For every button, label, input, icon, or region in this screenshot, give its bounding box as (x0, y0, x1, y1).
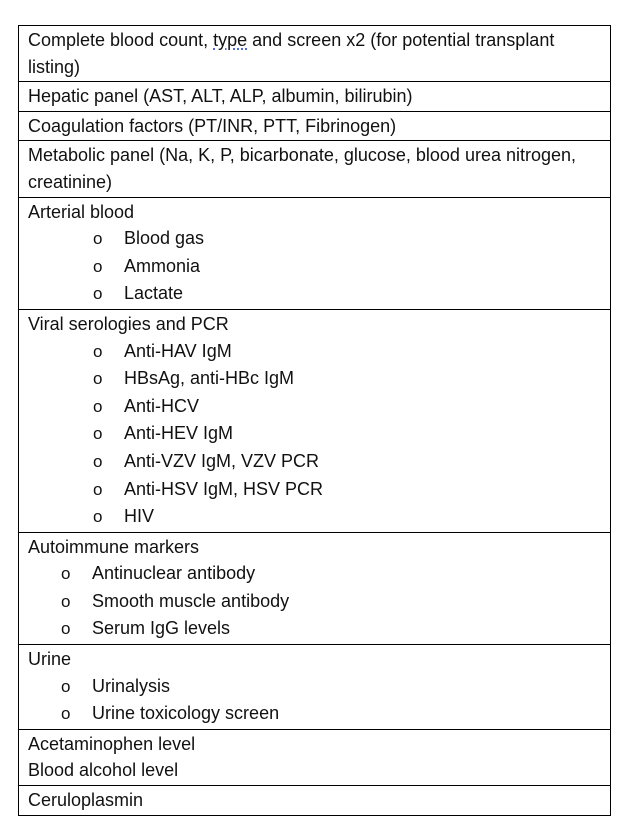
list-item (28, 338, 601, 366)
table-cell (19, 197, 611, 309)
spellcheck-underline: type (213, 30, 248, 50)
cell-text: Autoimmune markers (28, 536, 200, 557)
hollow-circle-bullet-icon: o (93, 479, 103, 499)
cell-text: Urine (28, 649, 72, 670)
list-item-text: Anti-HCV (124, 395, 200, 416)
list-item-text: HBsAg, anti-HBc IgM (124, 368, 295, 389)
hollow-circle-bullet-icon: o (61, 564, 71, 584)
list-item (28, 448, 601, 476)
hollow-circle-bullet-icon: o (93, 369, 103, 389)
list-item-text: HIV (124, 506, 155, 527)
cell-text: Blood alcohol level (28, 760, 179, 781)
cell-text: Viral serologies and PCR (28, 313, 229, 334)
list-item-text: Smooth muscle antibody (92, 590, 290, 611)
list-item (28, 253, 601, 281)
hollow-circle-bullet-icon: o (93, 284, 103, 304)
cell-text: Complete blood count, type and screen x2 (for potential transplant listing) (28, 30, 555, 77)
list-item (28, 420, 601, 448)
list-item (28, 588, 601, 616)
table-cell (19, 26, 611, 82)
hollow-circle-bullet-icon: o (93, 396, 103, 416)
table-row (19, 645, 611, 730)
table-row (19, 309, 611, 532)
hollow-circle-bullet-icon: o (93, 256, 103, 276)
list-item-text: Blood gas (124, 228, 205, 249)
table-cell (19, 645, 611, 730)
cell-text: Metabolic panel (Na, K, P, bicarbonate, glucose, blood urea nitrogen, creatinine) (28, 145, 577, 192)
list-item (28, 393, 601, 421)
list-item-text: Anti-HAV IgM (124, 340, 232, 361)
table-row (19, 26, 611, 82)
cell-text: Acetaminophen level (28, 733, 196, 754)
cell-text: Arterial blood (28, 201, 135, 222)
bullet-list (28, 560, 601, 643)
list-item-text: Anti-HSV IgM, HSV PCR (124, 478, 324, 499)
cell-text: Ceruloplasmin (28, 790, 144, 811)
table-row (19, 82, 611, 112)
hollow-circle-bullet-icon: o (93, 507, 103, 527)
table-cell (19, 82, 611, 112)
list-item (28, 280, 601, 308)
table-row (19, 729, 611, 785)
cell-text: Hepatic panel (AST, ALT, ALP, albumin, bilirubin) (28, 86, 413, 107)
list-item (28, 476, 601, 504)
hollow-circle-bullet-icon: o (61, 619, 71, 639)
table-cell (19, 309, 611, 532)
list-item-text: Urine toxicology screen (92, 703, 280, 724)
hollow-circle-bullet-icon: o (93, 451, 103, 471)
list-item-text: Lactate (124, 283, 184, 304)
hollow-circle-bullet-icon: o (61, 591, 71, 611)
table-cell (19, 729, 611, 785)
list-item-text: Anti-VZV IgM, VZV PCR (124, 450, 320, 471)
list-item (28, 615, 601, 643)
table-row (19, 141, 611, 197)
list-item-text: Serum IgG levels (92, 618, 231, 639)
hollow-circle-bullet-icon: o (61, 676, 71, 696)
table-cell (19, 141, 611, 197)
list-item-text: Urinalysis (92, 675, 171, 696)
list-item (28, 560, 601, 588)
list-item (28, 700, 601, 728)
list-item-text: Antinuclear antibody (92, 563, 256, 584)
list-item-text: Anti-HEV IgM (124, 423, 234, 444)
list-item (28, 673, 601, 701)
list-item (28, 225, 601, 253)
list-item (28, 365, 601, 393)
table-body (19, 26, 611, 816)
table-row (19, 532, 611, 644)
bullet-list (28, 225, 601, 308)
list-item-text: Ammonia (124, 255, 201, 276)
table-row (19, 111, 611, 141)
bullet-list (28, 673, 601, 728)
hollow-circle-bullet-icon: o (93, 424, 103, 444)
cell-text: Coagulation factors (PT/INR, PTT, Fibrinogen) (28, 115, 397, 136)
hollow-circle-bullet-icon: o (93, 229, 103, 249)
table-cell (19, 532, 611, 644)
bullet-list (28, 338, 601, 531)
list-item (28, 503, 601, 531)
lab-workup-table (18, 25, 611, 816)
table-cell (19, 111, 611, 141)
table-row (19, 786, 611, 816)
table-cell (19, 786, 611, 816)
hollow-circle-bullet-icon: o (61, 704, 71, 724)
hollow-circle-bullet-icon: o (93, 341, 103, 361)
table-row (19, 197, 611, 309)
